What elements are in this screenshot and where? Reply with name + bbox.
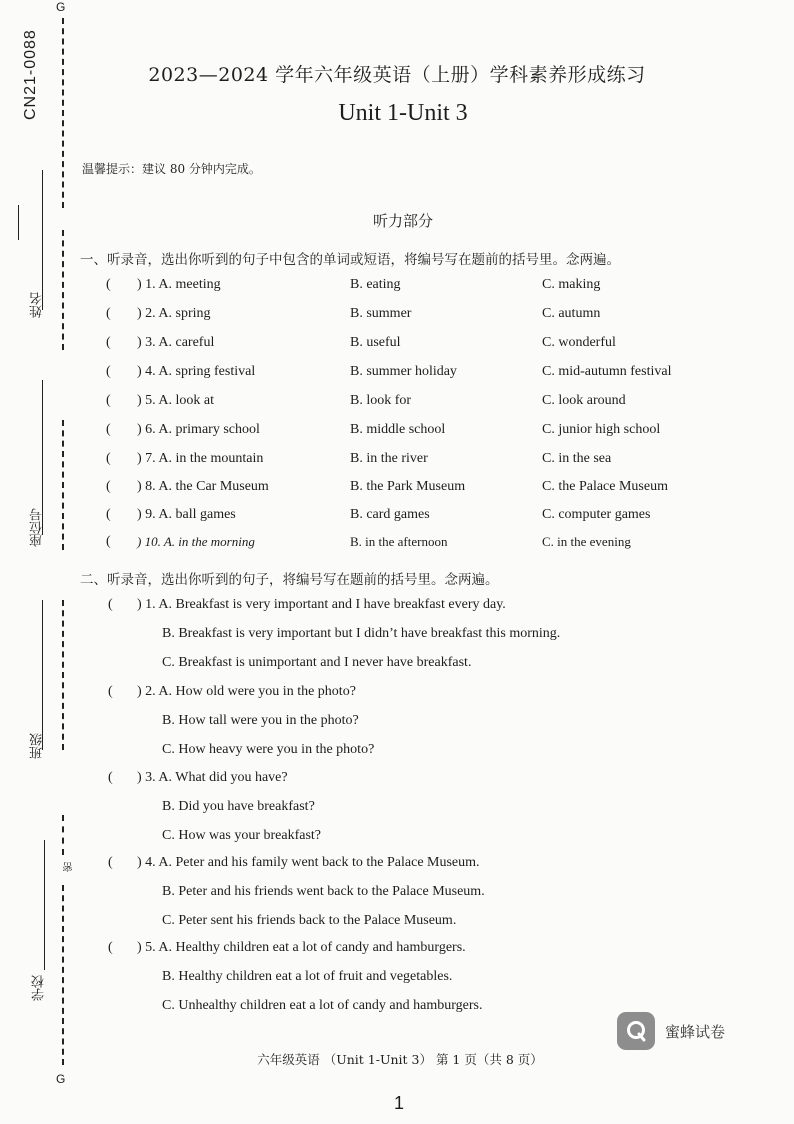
margin-dash-line [62, 230, 64, 350]
option-a: ) 3. A. careful [137, 335, 215, 350]
option-c: C. wonderful [542, 335, 616, 350]
sentence-a: ) 3. A. What did you have? [137, 770, 288, 785]
option-b: B. the Park Museum [350, 479, 466, 494]
school-label: 学校 [32, 975, 47, 1001]
bottom-mark: G [56, 1072, 66, 1086]
answer-paren: ( [108, 597, 113, 612]
watermark [617, 1012, 725, 1050]
time-tip: 温馨提示：建议 80 分钟内完成。 [82, 162, 261, 176]
seat-write-line [42, 380, 43, 535]
watermark-text: 蜜蜂试卷 [665, 1022, 726, 1041]
option-a: ) 10. A. in the morning [137, 534, 255, 549]
top-mark: G [56, 0, 66, 14]
part1-instruction: 一、听录音，选出你听到的句子中包含的单词或短语，将编号写在题前的括号里。念两遍。 [80, 252, 620, 268]
margin-dash-line [62, 815, 64, 855]
option-c: C. in the evening [542, 534, 631, 549]
sentence-a: ) 1. A. Breakfast is very important and I have breakfast every day. [137, 597, 506, 612]
answer-paren: ( [108, 855, 113, 870]
option-b: B. summer holiday [350, 364, 457, 379]
name-label: 姓名 [30, 292, 45, 318]
answer-paren: ( [106, 534, 111, 549]
part2-instruction: 二、听录音，选出你听到的句子，将编号写在题前的括号里。念两遍。 [80, 572, 499, 588]
sentence-c: C. Unhealthy children eat a lot of candy and hamburgers. [162, 998, 483, 1013]
page-subtitle: Unit 1-Unit 3 [338, 100, 468, 126]
answer-paren: ( [106, 507, 111, 522]
sentence-a: ) 4. A. Peter and his family went back to the Palace Museum. [137, 855, 480, 870]
option-a: ) 8. A. the Car Museum [137, 479, 269, 494]
margin-dash-line [62, 885, 64, 1065]
fold-seal-char: 密 [64, 862, 75, 872]
option-c: C. autumn [542, 306, 601, 321]
sentence-a: ) 5. A. Healthy children eat a lot of candy and hamburgers. [137, 940, 466, 955]
option-c: C. look around [542, 393, 626, 408]
sentence-c: C. How heavy were you in the photo? [162, 742, 375, 757]
option-a: ) 1. A. meeting [137, 277, 221, 292]
sentence-c: C. How was your breakfast? [162, 828, 322, 843]
school-write-line [44, 840, 45, 970]
sentence-b: B. How tall were you in the photo? [162, 713, 359, 728]
option-c: C. mid-autumn festival [542, 364, 672, 379]
answer-paren: ( [106, 335, 111, 350]
answer-paren: ( [108, 770, 113, 785]
option-b: B. useful [350, 335, 401, 350]
sentence-c: C. Peter sent his friends back to the Palace Museum. [162, 913, 457, 928]
option-a: ) 5. A. look at [137, 393, 214, 408]
option-b: B. in the river [350, 451, 428, 466]
margin-dash-line [62, 600, 64, 750]
section-heading: 听力部分 [372, 212, 433, 230]
option-c: C. in the sea [542, 451, 612, 466]
sentence-b: B. Did you have breakfast? [162, 799, 315, 814]
answer-paren: ( [106, 364, 111, 379]
class-label: 班级 [30, 733, 45, 759]
name-write-line [42, 170, 43, 310]
sentence-b: B. Breakfast is very important but I didn’t have breakfast this morning. [162, 626, 561, 641]
option-b: B. look for [350, 393, 412, 408]
option-c: C. making [542, 277, 601, 292]
answer-paren: ( [106, 306, 111, 321]
answer-paren: ( [106, 479, 111, 494]
page-footer: 六年级英语 （Unit 1-Unit 3） 第 1 页（共 8 页） [257, 1052, 543, 1067]
seat-label: 座位号 [30, 508, 45, 547]
sentence-b: B. Peter and his friends went back to the Palace Museum. [162, 884, 485, 899]
option-a: ) 6. A. primary school [137, 422, 260, 437]
option-a: ) 2. A. spring [137, 306, 211, 321]
option-b: B. in the afternoon [350, 534, 448, 549]
class-write-line [42, 600, 43, 750]
q-logo-icon [617, 1012, 655, 1050]
option-c: C. computer games [542, 507, 651, 522]
option-c: C. the Palace Museum [542, 479, 668, 494]
answer-paren: ( [106, 451, 111, 466]
option-c: C. junior high school [542, 422, 661, 437]
option-b: B. middle school [350, 422, 446, 437]
answer-paren: ( [108, 684, 113, 699]
option-a: ) 4. A. spring festival [137, 364, 256, 379]
margin-dash-line [62, 420, 64, 550]
page-title: 2023—2024 学年六年级英语（上册）学科素养形成练习 [148, 64, 646, 86]
sentence-a: ) 2. A. How old were you in the photo? [137, 684, 356, 699]
option-b: B. eating [350, 277, 401, 292]
option-a: ) 7. A. in the mountain [137, 451, 264, 466]
option-b: B. summer [350, 306, 412, 321]
answer-paren: ( [106, 393, 111, 408]
answer-paren: ( [108, 940, 113, 955]
answer-paren: ( [106, 422, 111, 437]
sentence-b: B. Healthy children eat a lot of fruit and vegetables. [162, 969, 453, 984]
page-number: 1 [394, 1093, 405, 1113]
sentence-c: C. Breakfast is unimportant and I never have breakfast. [162, 655, 472, 670]
document-code: CN21-0088 [22, 29, 39, 120]
answer-paren: ( [106, 277, 111, 292]
option-a: ) 9. A. ball games [137, 507, 236, 522]
option-b: B. card games [350, 507, 430, 522]
